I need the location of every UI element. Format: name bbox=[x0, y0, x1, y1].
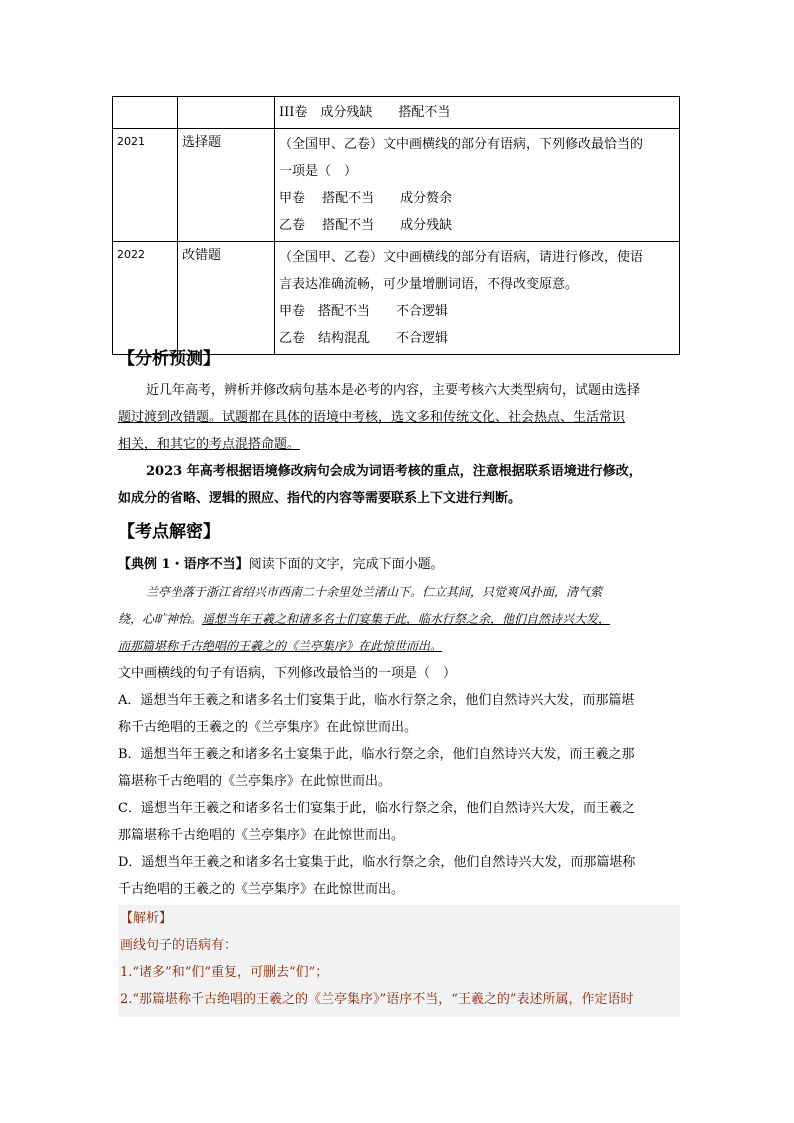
question-text: 文中画横线的句子有语病，下列修改最恰当的一项是（ ） bbox=[118, 666, 457, 681]
section-heading-analysis-forecast: 【分析预测】 bbox=[118, 349, 220, 369]
paragraph-line: 2023 年高考根据语境修改病句会成为词语考核的重点，注意根据联系语境进行修改， bbox=[146, 464, 642, 479]
passage-line: 绕，心旷神怡。 bbox=[118, 612, 203, 626]
type-cell bbox=[178, 97, 275, 129]
underlined-sentence: 而那篇堪称千古绝唱的王羲之的《兰亭集序》在此惊世而出。 bbox=[118, 639, 443, 653]
detail-cell bbox=[275, 129, 680, 242]
type-cell: 改错题 bbox=[178, 242, 275, 355]
year-cell: 2021 bbox=[113, 129, 178, 242]
analysis-line: 2.“那篇堪称千古绝唱的王羲之的《兰亭集序》”语序不当，“王羲之的”表述所属，作定语时 bbox=[120, 992, 634, 1007]
paragraph-line: 相关，和其它的考点混搭命题。 bbox=[118, 437, 301, 452]
table-row bbox=[113, 242, 680, 355]
paragraph-line: 如成分的省略、逻辑的照应、指代的内容等需要联系上下文进行判断。 bbox=[118, 491, 522, 506]
detail-line: 甲卷 搭配不当 不合逻辑 bbox=[279, 304, 449, 319]
detail-line: 言表达准确流畅，可少量增删词语，不得改变原意。 bbox=[279, 277, 579, 292]
table-row bbox=[113, 97, 680, 129]
type-cell: 选择题 bbox=[178, 129, 275, 242]
option-d[interactable]: D．遥想当年王羲之和诸多名士宴集于此，临水行祭之余，他们自然诗兴大发，而那篇堪称 千古绝唱的王羲之的《兰亭集序》在此惊世而出。 bbox=[118, 855, 636, 897]
detail-cell bbox=[275, 242, 680, 355]
section-heading-key-points: 【考点解密】 bbox=[118, 522, 220, 542]
exam-history-table bbox=[112, 96, 680, 355]
detail-cell bbox=[275, 97, 680, 129]
detail-line: III卷 成分残缺 搭配不当 bbox=[279, 105, 451, 120]
table-row bbox=[113, 129, 680, 242]
year-cell: 2022 bbox=[113, 242, 178, 355]
example-instruction: 阅读下面的文字，完成下面小题。 bbox=[248, 557, 444, 572]
year-cell bbox=[113, 97, 178, 129]
detail-line: （全国甲、乙卷）文中画横线的部分有语病，请进行修改，使语 bbox=[279, 250, 644, 265]
option-c[interactable]: C．遥想当年王羲之和诸多名士们宴集于此，临水行祭之余，他们自然诗兴大发，而王羲之 那篇堪称千古绝唱的《兰亭集序》在此惊世而出。 bbox=[118, 801, 635, 843]
example-intro bbox=[118, 551, 678, 578]
detail-line: 一项是（ ） bbox=[279, 164, 358, 179]
option-b[interactable]: B．遥想当年王羲之和诸多名士宴集于此，临水行祭之余，他们自然诗兴大发，而王羲之那 篇堪称千古绝唱的《兰亭集序》在此惊世而出。 bbox=[118, 747, 635, 789]
detail-line: （全国甲、乙卷）文中画横线的部分有语病，下列修改最恰当的 bbox=[279, 137, 644, 152]
paragraph-line: 题过渡到改错题。试题都在具体的语境中考核，选文多和传统文化、社会热点、生活常识 bbox=[118, 410, 626, 425]
analysis-box bbox=[118, 905, 680, 1017]
analysis-title: 【解析】 bbox=[120, 911, 173, 926]
analysis-line: 1.“诸多”和“们”重复，可删去“们”； bbox=[120, 965, 329, 980]
passage-line: 兰亭坐落于浙江省绍兴市西南二十余里处兰渚山下。仁立其间，只觉爽风扑面，清气萦 bbox=[146, 585, 603, 599]
option-a[interactable]: A．遥想当年王羲之和诸多名士们宴集于此，临水行祭之余，他们自然诗兴大发，而那篇堪 称千古绝唱的王羲之的《兰亭集序》在此惊世而出。 bbox=[118, 693, 635, 735]
analysis-line: 画线句子的语病有： bbox=[120, 938, 238, 953]
detail-line: 甲卷 搭配不当 成分赘余 bbox=[279, 191, 453, 206]
detail-line: 乙卷 搭配不当 成分残缺 bbox=[279, 218, 453, 233]
example-tag: 【典例 1・语序不当】 bbox=[118, 557, 249, 572]
underlined-sentence: 遥想当年王羲之和诸多名士们宴集于此，临水行祭之余，他们自然诗兴大发， bbox=[202, 612, 611, 626]
forecast-paragraph bbox=[118, 377, 676, 512]
question-block bbox=[118, 660, 678, 903]
paragraph-line: 近几年高考，辨析并修改病句基本是必考的内容，主要考核六大类型病句，试题由选择 bbox=[146, 383, 641, 398]
source-passage bbox=[118, 579, 680, 660]
detail-line: 乙卷 结构混乱 不合逻辑 bbox=[279, 331, 449, 346]
